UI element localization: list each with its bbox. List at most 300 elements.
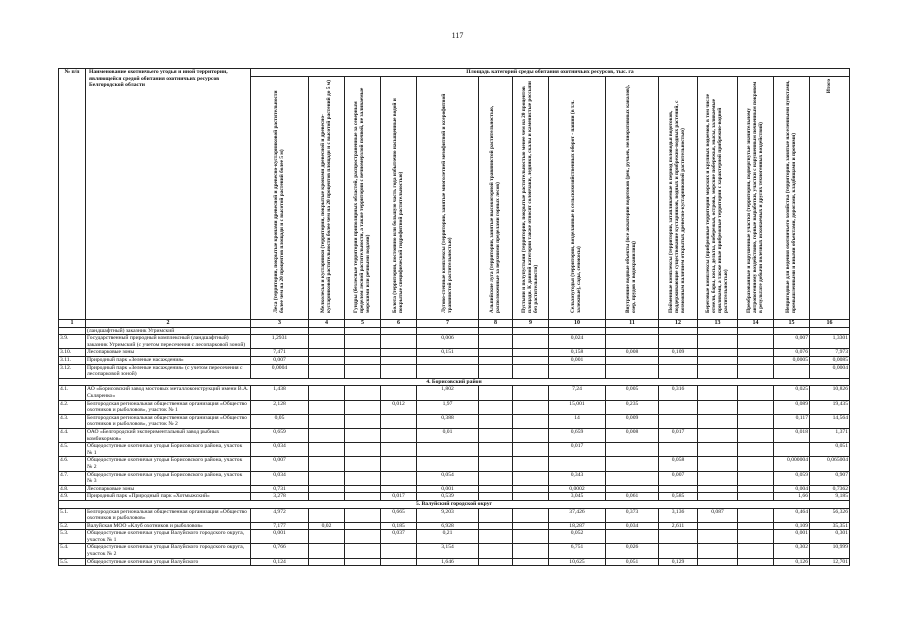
area-value-col-13 bbox=[698, 522, 738, 530]
area-value-col-9 bbox=[513, 522, 549, 530]
column-number: 13 bbox=[698, 319, 738, 327]
section-row bbox=[59, 500, 850, 508]
header-category-9 bbox=[513, 76, 549, 319]
area-value-col-10 bbox=[549, 364, 606, 378]
territory-name: Общедоступные охотничьи угодья Борисовского района, участок № 3 bbox=[86, 471, 251, 485]
area-value-col-3: 0,007 bbox=[251, 457, 309, 471]
area-value-col-11 bbox=[606, 357, 659, 365]
area-value-col-7: 1,802 bbox=[417, 386, 479, 400]
area-value-col-3: 2,128 bbox=[251, 400, 309, 414]
area-value-col-6 bbox=[381, 558, 417, 566]
row-number bbox=[59, 327, 86, 335]
row-number: 4.5. bbox=[59, 443, 86, 457]
area-value-col-12: 2,611 bbox=[659, 522, 698, 530]
area-value-col-8 bbox=[479, 386, 513, 400]
area-value-col-8 bbox=[479, 558, 513, 566]
area-value-col-10 bbox=[549, 327, 606, 335]
area-value-col-15: 0,059 bbox=[774, 471, 810, 485]
header-category-label: Сельхозугодья (территории, возделанные в сельскохозяйственных оборот - пашни (в т.ч. залежные), сады, сенокосы) bbox=[570, 99, 582, 313]
area-value-col-6: 0,012 bbox=[381, 400, 417, 414]
area-value-col-13 bbox=[698, 349, 738, 357]
area-value-col-6 bbox=[381, 349, 417, 357]
area-value-col-13 bbox=[698, 414, 738, 428]
area-value-col-14 bbox=[738, 508, 774, 522]
area-value-col-6 bbox=[381, 364, 417, 378]
area-value-col-11: 0,009 bbox=[606, 414, 659, 428]
column-number: 10 bbox=[549, 319, 606, 327]
section-title: 4. Борисовский район bbox=[59, 378, 850, 386]
area-value-col-12 bbox=[659, 327, 698, 335]
area-value-col-13 bbox=[698, 357, 738, 365]
area-value-col-15 bbox=[774, 327, 810, 335]
row-number: 4.9. bbox=[59, 493, 86, 501]
area-value-col-8 bbox=[479, 357, 513, 365]
area-value-col-10: 0,0002 bbox=[549, 485, 606, 493]
area-value-col-7 bbox=[417, 443, 479, 457]
header-category-label: Лугово-степные комплексы (территории, занятые многолетней мезофитной и ксерофитной травянистой растительностью) bbox=[440, 93, 453, 313]
area-value-col-10: 0,343 bbox=[549, 471, 606, 485]
area-value-col-3: 0,007 bbox=[251, 357, 309, 365]
table-row bbox=[59, 335, 850, 349]
area-value-col-16: 0,065004 bbox=[810, 457, 850, 471]
territory-name: Белгородская региональная общественная организация «Общество охотников и рыболовов» bbox=[86, 508, 251, 522]
area-value-col-8 bbox=[479, 428, 513, 442]
area-value-col-5 bbox=[345, 357, 381, 365]
header-category-15 bbox=[774, 76, 810, 319]
area-value-col-13 bbox=[698, 364, 738, 378]
area-value-col-4 bbox=[309, 357, 345, 365]
area-value-col-3: 3,278 bbox=[251, 493, 309, 501]
area-value-col-4 bbox=[309, 493, 345, 501]
area-value-col-5 bbox=[345, 508, 381, 522]
area-value-col-15: 0,007 bbox=[774, 335, 810, 349]
row-number: 5.5. bbox=[59, 558, 86, 566]
table-row bbox=[59, 558, 850, 566]
area-value-col-4: 0,02 bbox=[309, 522, 345, 530]
area-value-col-3: 0,0004 bbox=[251, 364, 309, 378]
area-value-col-11: 0,235 bbox=[606, 400, 659, 414]
area-value-col-4 bbox=[309, 443, 345, 457]
area-value-col-12 bbox=[659, 400, 698, 414]
header-category-label: Мелколесья и кустарники (территории, покрытые кронами древесной и древесно-кустарниковой растительности более чем на 20 процентов площади и с высотой растений до 5 м) bbox=[319, 79, 332, 313]
area-value-col-3: 0,766 bbox=[251, 544, 309, 558]
area-value-col-16: 9,185 bbox=[810, 493, 850, 501]
area-value-col-6: 0,037 bbox=[381, 530, 417, 544]
area-value-col-3: 0,659 bbox=[251, 428, 309, 442]
area-value-col-9 bbox=[513, 428, 549, 442]
area-value-col-10: 0,001 bbox=[549, 357, 606, 365]
column-number: 3 bbox=[251, 319, 309, 327]
territory-name: Общедоступные охотничьи угодья Валуйского bbox=[86, 558, 251, 566]
area-value-col-13 bbox=[698, 400, 738, 414]
area-value-col-6 bbox=[381, 428, 417, 442]
area-value-col-14 bbox=[738, 443, 774, 457]
area-value-col-8 bbox=[479, 508, 513, 522]
row-number: 4.7. bbox=[59, 471, 86, 485]
territory-name: Лесопарковые зоны bbox=[86, 349, 251, 357]
area-value-col-6 bbox=[381, 335, 417, 349]
area-value-col-16: 19,435 bbox=[810, 400, 850, 414]
area-value-col-4 bbox=[309, 558, 345, 566]
area-value-col-6 bbox=[381, 386, 417, 400]
territory-name: ОАО «Белгородский экспериментальный завод рыбных комбикормов» bbox=[86, 428, 251, 442]
area-value-col-15: 0,089 bbox=[774, 400, 810, 414]
table-row bbox=[59, 485, 850, 493]
area-value-col-8 bbox=[479, 530, 513, 544]
area-value-col-15 bbox=[774, 364, 810, 378]
row-number: 3.12. bbox=[59, 364, 86, 378]
table-row bbox=[59, 508, 850, 522]
column-number: 8 bbox=[479, 319, 513, 327]
header-category-8 bbox=[479, 76, 513, 319]
area-value-col-15: 0,126 bbox=[774, 558, 810, 566]
area-value-col-7: 1,646 bbox=[417, 558, 479, 566]
area-value-col-13 bbox=[698, 558, 738, 566]
area-value-col-11: 0,051 bbox=[606, 558, 659, 566]
area-value-col-6 bbox=[381, 485, 417, 493]
table-row bbox=[59, 327, 850, 335]
area-value-col-16: 1,371 bbox=[810, 428, 850, 442]
area-value-col-10: 7,24 bbox=[549, 386, 606, 400]
area-value-col-16: 0,301 bbox=[810, 530, 850, 544]
area-value-col-14 bbox=[738, 544, 774, 558]
area-value-col-12 bbox=[659, 530, 698, 544]
area-value-col-8 bbox=[479, 400, 513, 414]
area-value-col-13 bbox=[698, 471, 738, 485]
area-value-col-6: 0,017 bbox=[381, 493, 417, 501]
area-value-col-10: 0,052 bbox=[549, 530, 606, 544]
area-value-col-5 bbox=[345, 493, 381, 501]
table-row bbox=[59, 544, 850, 558]
territory-name: Белгородская региональная общественная организация «Общество охотников и рыболовов», участок № 2 bbox=[86, 414, 251, 428]
area-value-col-10 bbox=[549, 457, 606, 471]
area-value-col-14 bbox=[738, 522, 774, 530]
area-value-col-3: 7,177 bbox=[251, 522, 309, 530]
area-value-col-12 bbox=[659, 485, 698, 493]
area-value-col-6 bbox=[381, 544, 417, 558]
area-value-col-12 bbox=[659, 364, 698, 378]
area-value-col-7: 3,154 bbox=[417, 544, 479, 558]
area-value-col-16: 10,826 bbox=[810, 386, 850, 400]
area-value-col-9 bbox=[513, 414, 549, 428]
area-value-col-9 bbox=[513, 335, 549, 349]
row-number: 3.10. bbox=[59, 349, 86, 357]
row-number: 5.4. bbox=[59, 544, 86, 558]
area-value-col-9 bbox=[513, 357, 549, 365]
area-value-col-3: 0,001 bbox=[251, 530, 309, 544]
area-value-col-9 bbox=[513, 485, 549, 493]
area-value-col-15 bbox=[774, 443, 810, 457]
header-number: № п/п bbox=[59, 69, 86, 320]
area-value-col-12: 0,316 bbox=[659, 386, 698, 400]
header-category-label: Болота (территории, постоянно или большую часть года избыточно насыщенные водой и покрытые специфической гидрофитной растительностью) bbox=[391, 97, 404, 313]
area-value-col-12 bbox=[659, 335, 698, 349]
area-value-col-16: 56,326 bbox=[810, 508, 850, 522]
area-value-col-9 bbox=[513, 493, 549, 501]
area-value-col-8 bbox=[479, 544, 513, 558]
area-value-col-15: 0,004 bbox=[774, 485, 810, 493]
area-value-col-11: 0,008 bbox=[606, 428, 659, 442]
area-value-col-11 bbox=[606, 457, 659, 471]
area-value-col-4 bbox=[309, 544, 345, 558]
area-value-col-15: 0,464 bbox=[774, 508, 810, 522]
area-value-col-4 bbox=[309, 335, 345, 349]
area-value-col-8 bbox=[479, 327, 513, 335]
row-number: 3.11. bbox=[59, 357, 86, 365]
header-category-label: Внутренние водные объекты (все акватории водотоков (рек, ручьев, мелиоративных каналов), озер, прудов и водохранилищ) bbox=[625, 84, 637, 313]
column-number: 6 bbox=[381, 319, 417, 327]
area-value-col-10: 15,001 bbox=[549, 400, 606, 414]
area-value-col-9 bbox=[513, 364, 549, 378]
area-value-col-9 bbox=[513, 508, 549, 522]
area-value-col-10: 14 bbox=[549, 414, 606, 428]
header-row-top bbox=[59, 69, 850, 77]
area-value-col-10: 0,024 bbox=[549, 335, 606, 349]
area-value-col-3: 1,438 bbox=[251, 386, 309, 400]
territory-name: Природный парк «Зеленые насаждения» (с учетом пересечения с лесопарковой зоной) bbox=[86, 364, 251, 378]
area-value-col-5 bbox=[345, 335, 381, 349]
area-value-col-10: 18,287 bbox=[549, 522, 606, 530]
area-value-col-8 bbox=[479, 335, 513, 349]
area-value-col-3: 7,471 bbox=[251, 349, 309, 357]
area-value-col-14 bbox=[738, 457, 774, 471]
area-value-col-14 bbox=[738, 364, 774, 378]
area-value-col-16: 0,7362 bbox=[810, 485, 850, 493]
row-number: 3.9. bbox=[59, 335, 86, 349]
area-value-col-7: 0,01 bbox=[417, 428, 479, 442]
area-value-col-16: 1,3301 bbox=[810, 335, 850, 349]
area-value-col-16: 0,051 bbox=[810, 443, 850, 457]
area-value-col-4 bbox=[309, 400, 345, 414]
column-number: 14 bbox=[738, 319, 774, 327]
area-value-col-12 bbox=[659, 357, 698, 365]
area-value-col-15: 0,001 bbox=[774, 530, 810, 544]
column-number: 16 bbox=[810, 319, 850, 327]
header-category-10 bbox=[549, 76, 606, 319]
area-value-col-13 bbox=[698, 544, 738, 558]
row-number: 5.2. bbox=[59, 522, 86, 530]
area-value-col-11: 0,005 bbox=[606, 386, 659, 400]
area-value-col-13 bbox=[698, 485, 738, 493]
area-value-col-8 bbox=[479, 471, 513, 485]
column-number: 12 bbox=[659, 319, 698, 327]
table-row bbox=[59, 386, 850, 400]
column-number-row bbox=[59, 319, 850, 327]
area-value-col-9 bbox=[513, 457, 549, 471]
area-value-col-6 bbox=[381, 327, 417, 335]
area-value-col-9 bbox=[513, 327, 549, 335]
area-value-col-16: 0,0085 bbox=[810, 357, 850, 365]
territory-name: Белгородская региональная общественная организация «Общество охотников и рыболовов», участок № 1 bbox=[86, 400, 251, 414]
area-value-col-14 bbox=[738, 493, 774, 501]
area-value-col-16: 0,0004 bbox=[810, 364, 850, 378]
table-row bbox=[59, 400, 850, 414]
area-value-col-7: 0,001 bbox=[417, 485, 479, 493]
header-category-3 bbox=[251, 76, 309, 319]
area-value-col-9 bbox=[513, 544, 549, 558]
area-value-col-5 bbox=[345, 414, 381, 428]
area-value-col-13 bbox=[698, 428, 738, 442]
area-value-col-5 bbox=[345, 457, 381, 471]
area-value-col-9 bbox=[513, 349, 549, 357]
area-value-col-5 bbox=[345, 327, 381, 335]
column-number: 4 bbox=[309, 319, 345, 327]
area-value-col-5 bbox=[345, 443, 381, 457]
header-category-label: Итого bbox=[825, 78, 832, 93]
table-body bbox=[59, 327, 850, 566]
area-value-col-12: 0,585 bbox=[659, 493, 698, 501]
area-value-col-9 bbox=[513, 443, 549, 457]
area-value-col-14 bbox=[738, 335, 774, 349]
area-value-col-7 bbox=[417, 357, 479, 365]
area-value-col-16: 14,564 bbox=[810, 414, 850, 428]
header-category-5 bbox=[345, 76, 381, 319]
area-value-col-11 bbox=[606, 471, 659, 485]
area-value-col-16: 7,973 bbox=[810, 349, 850, 357]
row-number: 4.1. bbox=[59, 386, 86, 400]
table-row bbox=[59, 493, 850, 501]
area-value-col-7: 0,388 bbox=[417, 414, 479, 428]
row-number: 4.6. bbox=[59, 457, 86, 471]
area-value-col-3: 0,124 bbox=[251, 558, 309, 566]
area-value-col-7 bbox=[417, 364, 479, 378]
area-value-col-16: 35,351 bbox=[810, 522, 850, 530]
header-category-13 bbox=[698, 76, 738, 319]
territory-name: Общедоступные охотничьи угодья Валуйского городского округа, участок № 2 bbox=[86, 544, 251, 558]
area-value-col-15: 0,025 bbox=[774, 386, 810, 400]
area-value-col-12: 0,017 bbox=[659, 428, 698, 442]
area-value-col-8 bbox=[479, 364, 513, 378]
area-value-col-14 bbox=[738, 428, 774, 442]
territory-name: Валуйская МОО «Клуб охотников и рыболовов» bbox=[86, 522, 251, 530]
area-value-col-13 bbox=[698, 335, 738, 349]
area-value-col-12: 0,109 bbox=[659, 349, 698, 357]
area-value-col-5 bbox=[345, 349, 381, 357]
header-category-label: Непригодные для ведения охотничьего хозяйства (территории, занятые населенными пунктами, промышленными и иными объектами, дорогами, кладбищами и прочими) bbox=[784, 80, 797, 313]
area-value-col-10: 0,017 bbox=[549, 443, 606, 457]
header-category-4 bbox=[309, 76, 345, 319]
table-row bbox=[59, 364, 850, 378]
area-value-col-8 bbox=[479, 493, 513, 501]
area-value-col-11 bbox=[606, 530, 659, 544]
header-category-label: Береговые комплексы (прибрежные территории морских и крупных водоемов, в том числе отмели, бары, косы, дельты, побережья, острова, морские побережья, мысы, заливаемые приливами, а также иные прибрежные территории с характерной прибрежно-водной растительностью) bbox=[704, 93, 729, 313]
area-value-col-12 bbox=[659, 443, 698, 457]
table-row bbox=[59, 443, 850, 457]
area-value-col-7 bbox=[417, 327, 479, 335]
area-value-col-5 bbox=[345, 522, 381, 530]
area-value-col-3: 4,972 bbox=[251, 508, 309, 522]
header-category-14 bbox=[738, 76, 774, 319]
area-value-col-10: 37,426 bbox=[549, 508, 606, 522]
area-value-col-5 bbox=[345, 558, 381, 566]
area-value-col-10: 6,751 bbox=[549, 544, 606, 558]
area-value-col-14 bbox=[738, 414, 774, 428]
header-category-12 bbox=[659, 76, 698, 319]
area-value-col-11 bbox=[606, 443, 659, 457]
header-category-16 bbox=[810, 76, 850, 319]
table-row bbox=[59, 357, 850, 365]
area-value-col-10: 0,158 bbox=[549, 349, 606, 357]
habitat-area-table bbox=[58, 68, 850, 566]
column-number: 7 bbox=[417, 319, 479, 327]
area-value-col-16: 12,701 bbox=[810, 558, 850, 566]
area-value-col-8 bbox=[479, 349, 513, 357]
area-value-col-6 bbox=[381, 457, 417, 471]
area-value-col-13 bbox=[698, 457, 738, 471]
area-value-col-5 bbox=[345, 400, 381, 414]
area-value-col-14 bbox=[738, 327, 774, 335]
area-value-col-8 bbox=[479, 457, 513, 471]
area-value-col-4 bbox=[309, 414, 345, 428]
header-category-6 bbox=[381, 76, 417, 319]
area-value-col-9 bbox=[513, 558, 549, 566]
area-value-col-4 bbox=[309, 457, 345, 471]
column-number: 9 bbox=[513, 319, 549, 327]
area-value-col-10: 0,659 bbox=[549, 428, 606, 442]
area-value-col-11 bbox=[606, 364, 659, 378]
area-value-col-12: 3,136 bbox=[659, 508, 698, 522]
area-value-col-4 bbox=[309, 428, 345, 442]
territory-name: Общедоступные охотничьи угодья Валуйского городского округа, участок № 1 bbox=[86, 530, 251, 544]
row-number: 4.2. bbox=[59, 400, 86, 414]
area-value-col-11: 0,373 bbox=[606, 508, 659, 522]
territory-name: АО «Борисовский завод мостовых металлоконструкций имени В.А. Скляренко» bbox=[86, 386, 251, 400]
area-value-col-4 bbox=[309, 327, 345, 335]
row-number: 4.8. bbox=[59, 485, 86, 493]
area-value-col-12: 0,007 bbox=[659, 471, 698, 485]
header-group-title: Площадь категорий среды обитания охотничьих ресурсов, тыс. га bbox=[251, 69, 850, 77]
table-row bbox=[59, 428, 850, 442]
area-value-col-3 bbox=[251, 327, 309, 335]
area-value-col-11: 0,008 bbox=[606, 349, 659, 357]
table-row bbox=[59, 530, 850, 544]
area-value-col-3: 0,034 bbox=[251, 471, 309, 485]
area-value-col-5 bbox=[345, 471, 381, 485]
territory-name: Лесопарковые зоны bbox=[86, 485, 251, 493]
column-number: 5 bbox=[345, 319, 381, 327]
area-value-col-13 bbox=[698, 386, 738, 400]
area-value-col-12 bbox=[659, 544, 698, 558]
header-category-label: Пойменные комплексы (территории, затапливаемые в период половодья водотоков, поддерживающие существование кустарников, водных и прибрежно-водных растений, с возможным наличием открытых древесно-кустарниковой растительностью) bbox=[668, 100, 686, 313]
area-value-col-7: 0,539 bbox=[417, 493, 479, 501]
area-value-col-15: 0,109 bbox=[774, 522, 810, 530]
area-value-col-12 bbox=[659, 414, 698, 428]
table-row bbox=[59, 414, 850, 428]
area-value-col-16 bbox=[810, 327, 850, 335]
area-value-col-16: 10,999 bbox=[810, 544, 850, 558]
area-value-col-15: 0,0005 bbox=[774, 357, 810, 365]
area-value-col-12: 0,058 bbox=[659, 457, 698, 471]
header-category-label: Альпийские луга (территории, занятые высокогорной травянистой растительностью, расположенные за верхними пределами горных лесов) bbox=[488, 105, 501, 313]
area-value-col-7: 0,151 bbox=[417, 349, 479, 357]
area-value-col-15: 0,302 bbox=[774, 544, 810, 558]
area-value-col-6 bbox=[381, 414, 417, 428]
area-value-col-4 bbox=[309, 508, 345, 522]
area-value-col-13 bbox=[698, 530, 738, 544]
area-value-col-14 bbox=[738, 530, 774, 544]
section-row bbox=[59, 378, 850, 386]
area-value-col-14 bbox=[738, 349, 774, 357]
table-row bbox=[59, 522, 850, 530]
area-value-col-11 bbox=[606, 327, 659, 335]
area-value-col-4 bbox=[309, 471, 345, 485]
header-category-label: Леса (территории, покрытые кронами древесной и древесно-кустарниковой растительности более чем на 20 процентов площади и с высотой растений более 5 м) bbox=[272, 90, 285, 313]
column-number: 1 bbox=[59, 319, 86, 327]
area-value-col-16: 0,907 bbox=[810, 471, 850, 485]
header-category-label: Пустыни и полупустыни (территории, покрытые растительностью менее чем на 20 процентов площади. К данной категории также относят солончаки, ледники, скалы и каменистые россыпи без растительности) bbox=[520, 80, 539, 313]
area-value-col-4 bbox=[309, 364, 345, 378]
column-number: 2 bbox=[86, 319, 251, 327]
